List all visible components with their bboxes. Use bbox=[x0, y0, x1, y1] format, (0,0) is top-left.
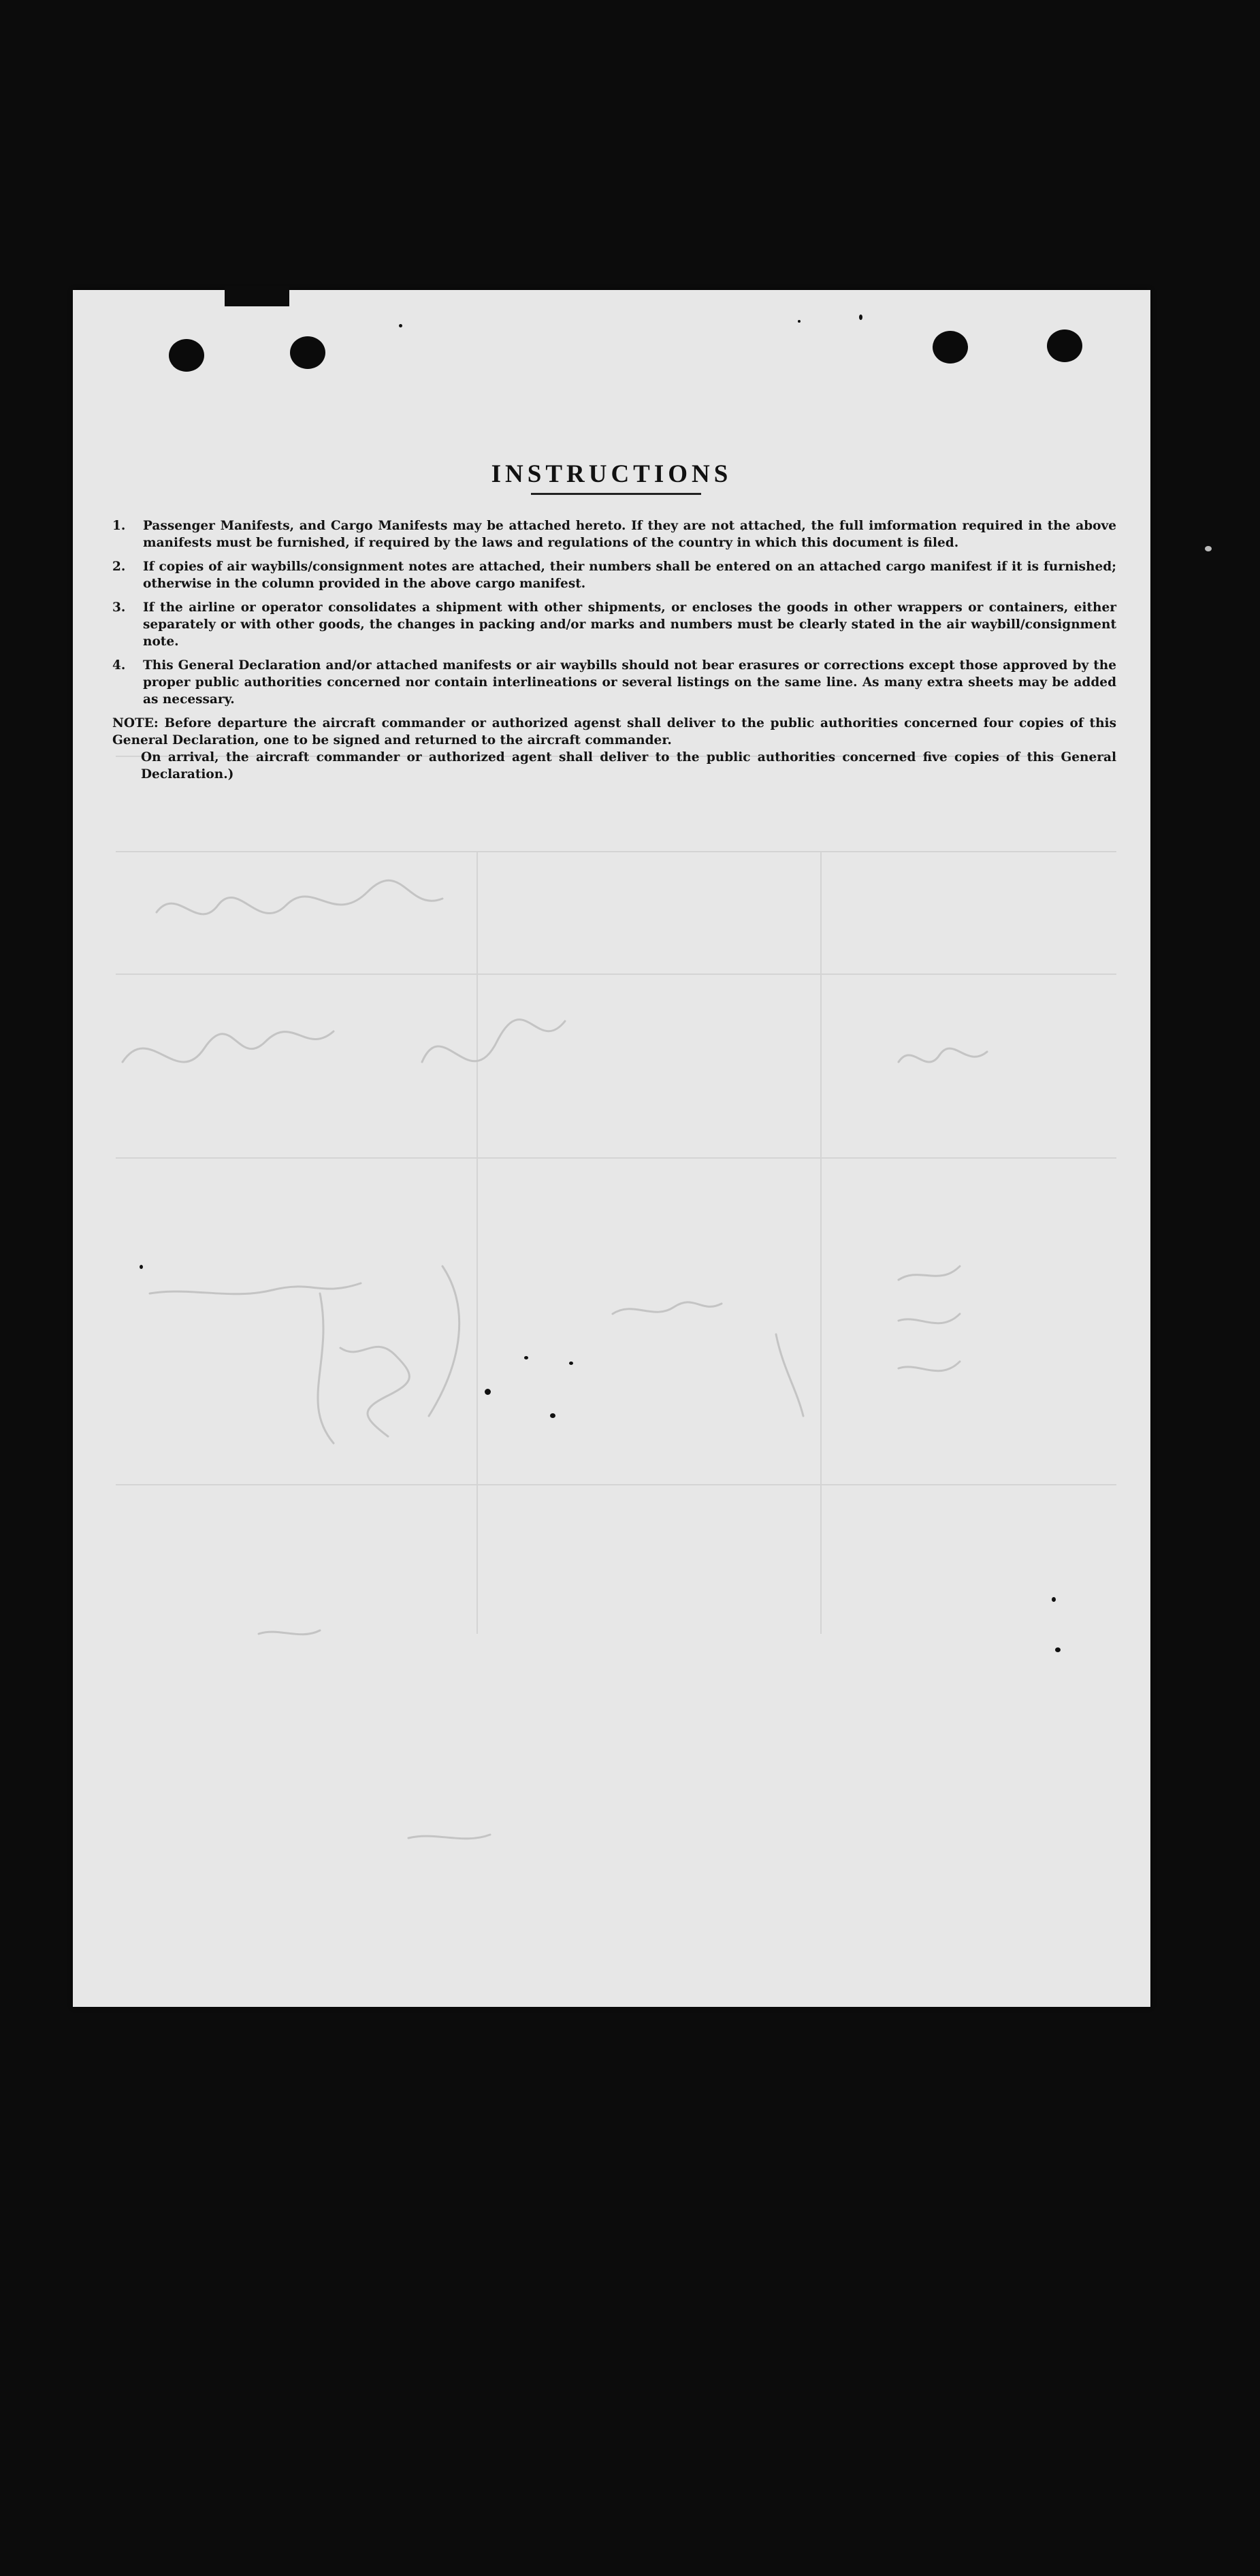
scan-speck bbox=[1055, 1647, 1061, 1652]
instruction-number: 4. bbox=[112, 658, 126, 673]
instruction-item bbox=[112, 517, 1116, 551]
instruction-number: 2. bbox=[112, 560, 126, 574]
note-departure bbox=[112, 715, 1116, 749]
note-block bbox=[112, 715, 1116, 783]
scan-speck bbox=[485, 1389, 491, 1395]
scan-speck bbox=[569, 1362, 573, 1365]
scan-speck bbox=[140, 1265, 143, 1269]
instruction-text: If copies of air waybills/consignment notes are attached, their numbers shall be entered on an attached cargo manifest if it is furnished; otherwise in the column provided in the above cargo manifest. bbox=[143, 560, 1116, 591]
scan-speck bbox=[399, 324, 402, 327]
instructions-title: INSTRUCTIONS bbox=[491, 460, 732, 488]
scan-speck bbox=[859, 315, 862, 320]
scan-speck bbox=[550, 1413, 555, 1418]
instruction-number: 3. bbox=[112, 600, 126, 615]
instruction-text: Passenger Manifests, and Cargo Manifests may be attached hereto. If they are not attached, the full imformation required in the above manifests must be furnished, if required by the laws and regulations of the country in which this document is filed. bbox=[143, 519, 1116, 550]
instruction-number: 1. bbox=[112, 519, 126, 533]
title-underline bbox=[531, 493, 701, 495]
instructions-list bbox=[112, 517, 1116, 783]
scan-speck bbox=[798, 320, 801, 323]
note-departure-text: Before departure the aircraft commander or authorized agenst shall deliver to the public authorities concerned four copies of this General Declaration, one to be signed and returned to the aircraft commander. bbox=[112, 716, 1116, 747]
instruction-text: If the airline or operator consolidates a shipment with other shipments, or encloses the goods in other wrappers or containers, either separately or with other goods, the changes in packing and/or marks and numbers must be clearly stated in the air waybill/consignment note. bbox=[143, 600, 1116, 649]
scan-speck bbox=[1052, 1597, 1056, 1602]
instruction-item bbox=[112, 558, 1116, 592]
instruction-text: This General Declaration and/or attached manifests or air waybills should not bear erasures or corrections except those approved by the proper public authorities concerned nor contain interlineations or several listings on the same line. As many extra sheets may be added as necessary. bbox=[143, 658, 1116, 707]
instruction-item bbox=[112, 599, 1116, 650]
scan-speck bbox=[524, 1356, 528, 1359]
instruction-item bbox=[112, 657, 1116, 708]
scan-speck bbox=[1205, 546, 1212, 551]
note-arrival: On arrival, the aircraft commander or authorized agent shall deliver to the public authorities concerned five copies of this General Declaration.) bbox=[141, 750, 1116, 782]
note-label: NOTE: bbox=[112, 716, 159, 730]
